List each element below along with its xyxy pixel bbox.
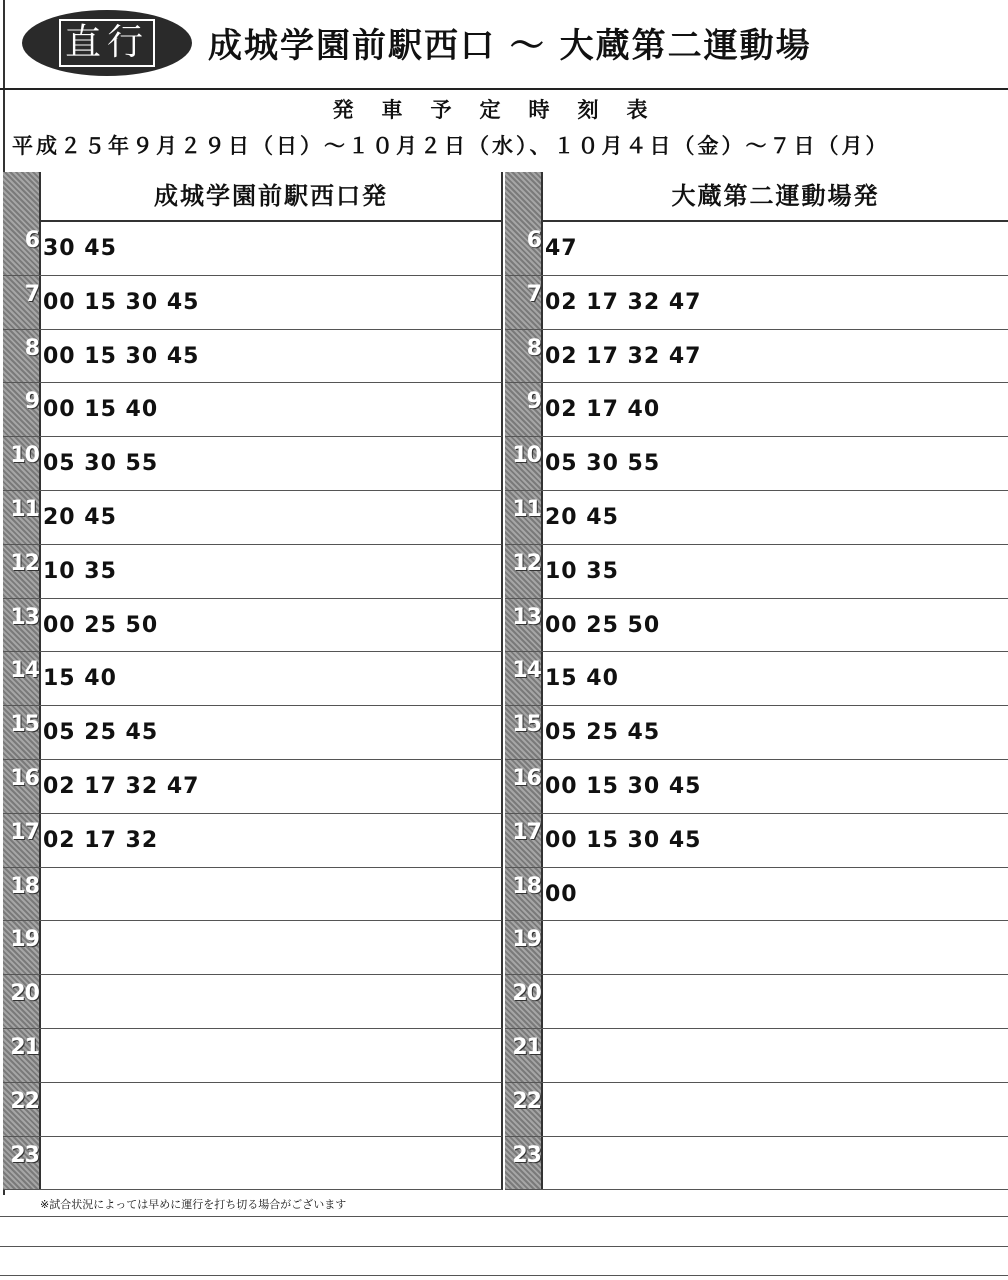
hour-label: 8 bbox=[24, 335, 39, 361]
table-row bbox=[3, 652, 503, 706]
table-row bbox=[505, 921, 1008, 975]
table-row bbox=[505, 814, 1008, 868]
table-row bbox=[3, 814, 503, 868]
departure-minutes: 05 30 55 bbox=[545, 451, 661, 477]
departure-minutes: 05 25 45 bbox=[545, 720, 661, 746]
left-rows bbox=[3, 222, 503, 1190]
table-row bbox=[505, 975, 1008, 1029]
table-row bbox=[505, 652, 1008, 706]
table-row bbox=[505, 545, 1008, 599]
hour-label: 19 bbox=[512, 927, 541, 953]
table-row bbox=[3, 1029, 503, 1083]
footer-rule bbox=[0, 1216, 1008, 1217]
table-row bbox=[3, 1137, 503, 1191]
hour-label: 12 bbox=[10, 550, 39, 576]
hour-label: 21 bbox=[512, 1034, 541, 1060]
departure-minutes: 00 15 40 bbox=[43, 397, 159, 423]
departure-minutes: 15 40 bbox=[43, 666, 117, 692]
hour-label: 12 bbox=[512, 550, 541, 576]
departure-minutes: 00 15 30 45 bbox=[545, 773, 702, 799]
departure-minutes: 00 15 30 45 bbox=[545, 827, 702, 853]
table-row bbox=[505, 222, 1008, 276]
header-divider bbox=[0, 88, 1008, 90]
hour-label: 6 bbox=[24, 228, 39, 253]
table-row bbox=[505, 868, 1008, 922]
timetable-subtitle: 発車予定時刻表 bbox=[332, 98, 676, 122]
hour-label: 9 bbox=[24, 389, 39, 415]
left-table-title: 成城学園前駅西口発 bbox=[41, 172, 503, 222]
departure-minutes: 15 40 bbox=[545, 666, 619, 692]
hour-label: 11 bbox=[512, 496, 541, 522]
table-row bbox=[3, 276, 503, 330]
hour-label: 16 bbox=[512, 765, 541, 791]
hour-label: 10 bbox=[10, 443, 39, 469]
departure-minutes: 00 25 50 bbox=[545, 612, 661, 638]
table-row bbox=[505, 760, 1008, 814]
hour-label: 8 bbox=[526, 335, 541, 361]
departure-minutes: 30 45 bbox=[43, 236, 117, 261]
table-row bbox=[505, 276, 1008, 330]
table-row bbox=[3, 222, 503, 276]
hour-label: 18 bbox=[10, 873, 39, 899]
hour-label: 13 bbox=[10, 604, 39, 630]
departure-minutes: 05 30 55 bbox=[43, 451, 159, 477]
hour-label: 22 bbox=[512, 1088, 541, 1114]
right-table-title: 大蔵第二運動場発 bbox=[543, 172, 1008, 222]
table-row bbox=[505, 383, 1008, 437]
table-row bbox=[3, 599, 503, 653]
departure-minutes: 02 17 32 47 bbox=[545, 289, 702, 315]
table-row bbox=[3, 921, 503, 975]
hour-label: 10 bbox=[512, 443, 541, 469]
table-row bbox=[3, 437, 503, 491]
table-row bbox=[3, 975, 503, 1029]
departure-minutes: 02 17 32 47 bbox=[545, 343, 702, 369]
departure-minutes: 10 35 bbox=[545, 558, 619, 584]
table-row bbox=[505, 1137, 1008, 1191]
hour-label: 22 bbox=[10, 1088, 39, 1114]
hour-label: 21 bbox=[10, 1034, 39, 1060]
table-row bbox=[505, 1083, 1008, 1137]
hour-label: 13 bbox=[512, 604, 541, 630]
right-rows bbox=[505, 222, 1008, 1190]
hour-label: 9 bbox=[526, 389, 541, 415]
footer-rule bbox=[0, 1246, 1008, 1247]
departure-minutes: 00 25 50 bbox=[43, 612, 159, 638]
departure-minutes: 47 bbox=[545, 236, 578, 261]
table-row bbox=[3, 706, 503, 760]
departure-minutes: 00 15 30 45 bbox=[43, 343, 200, 369]
departure-minutes: 00 bbox=[545, 881, 578, 907]
hour-label: 15 bbox=[512, 712, 541, 738]
table-row bbox=[505, 437, 1008, 491]
service-period: 平成２５年９月２９日（日）～１０月２日（水）、１０月４日（金）～７日（月） bbox=[12, 134, 890, 158]
hour-label: 17 bbox=[10, 819, 39, 845]
hour-label: 20 bbox=[10, 981, 39, 1007]
departure-minutes: 10 35 bbox=[43, 558, 117, 584]
hour-label: 7 bbox=[24, 281, 39, 307]
departure-minutes: 20 45 bbox=[545, 504, 619, 530]
table-row bbox=[3, 330, 503, 384]
departure-minutes: 05 25 45 bbox=[43, 720, 159, 746]
table-row bbox=[3, 760, 503, 814]
table-row bbox=[505, 706, 1008, 760]
table-row bbox=[505, 330, 1008, 384]
departure-minutes: 02 17 32 47 bbox=[43, 773, 200, 799]
table-row bbox=[3, 545, 503, 599]
express-badge-label: 直行 bbox=[59, 19, 155, 67]
hour-label: 16 bbox=[10, 765, 39, 791]
table-row bbox=[505, 491, 1008, 545]
hour-label: 23 bbox=[512, 1142, 541, 1168]
table-row bbox=[3, 868, 503, 922]
departure-minutes: 20 45 bbox=[43, 504, 117, 530]
hour-label: 15 bbox=[10, 712, 39, 738]
timetable-right bbox=[505, 172, 1008, 1190]
table-row bbox=[505, 599, 1008, 653]
hour-label: 7 bbox=[526, 281, 541, 307]
hour-label: 23 bbox=[10, 1142, 39, 1168]
table-row bbox=[3, 1083, 503, 1137]
footnote: ※試合状況によっては早めに運行を打ち切る場合がございます bbox=[40, 1198, 347, 1211]
hour-label: 14 bbox=[10, 658, 39, 684]
table-row bbox=[505, 1029, 1008, 1083]
hour-label: 14 bbox=[512, 658, 541, 684]
hour-label: 18 bbox=[512, 873, 541, 899]
hour-label: 17 bbox=[512, 819, 541, 845]
express-badge bbox=[22, 10, 192, 76]
departure-minutes: 02 17 40 bbox=[545, 397, 661, 423]
table-row bbox=[3, 491, 503, 545]
table-row bbox=[3, 383, 503, 437]
departure-minutes: 02 17 32 bbox=[43, 827, 159, 853]
hour-label: 6 bbox=[526, 228, 541, 253]
hour-label: 20 bbox=[512, 981, 541, 1007]
hour-label: 19 bbox=[10, 927, 39, 953]
route-title: 成城学園前駅西口 ～ 大蔵第二運動場 bbox=[208, 26, 812, 66]
hour-label: 11 bbox=[10, 496, 39, 522]
departure-minutes: 00 15 30 45 bbox=[43, 289, 200, 315]
footer-rule bbox=[0, 1275, 1008, 1276]
timetable-left bbox=[3, 172, 503, 1190]
